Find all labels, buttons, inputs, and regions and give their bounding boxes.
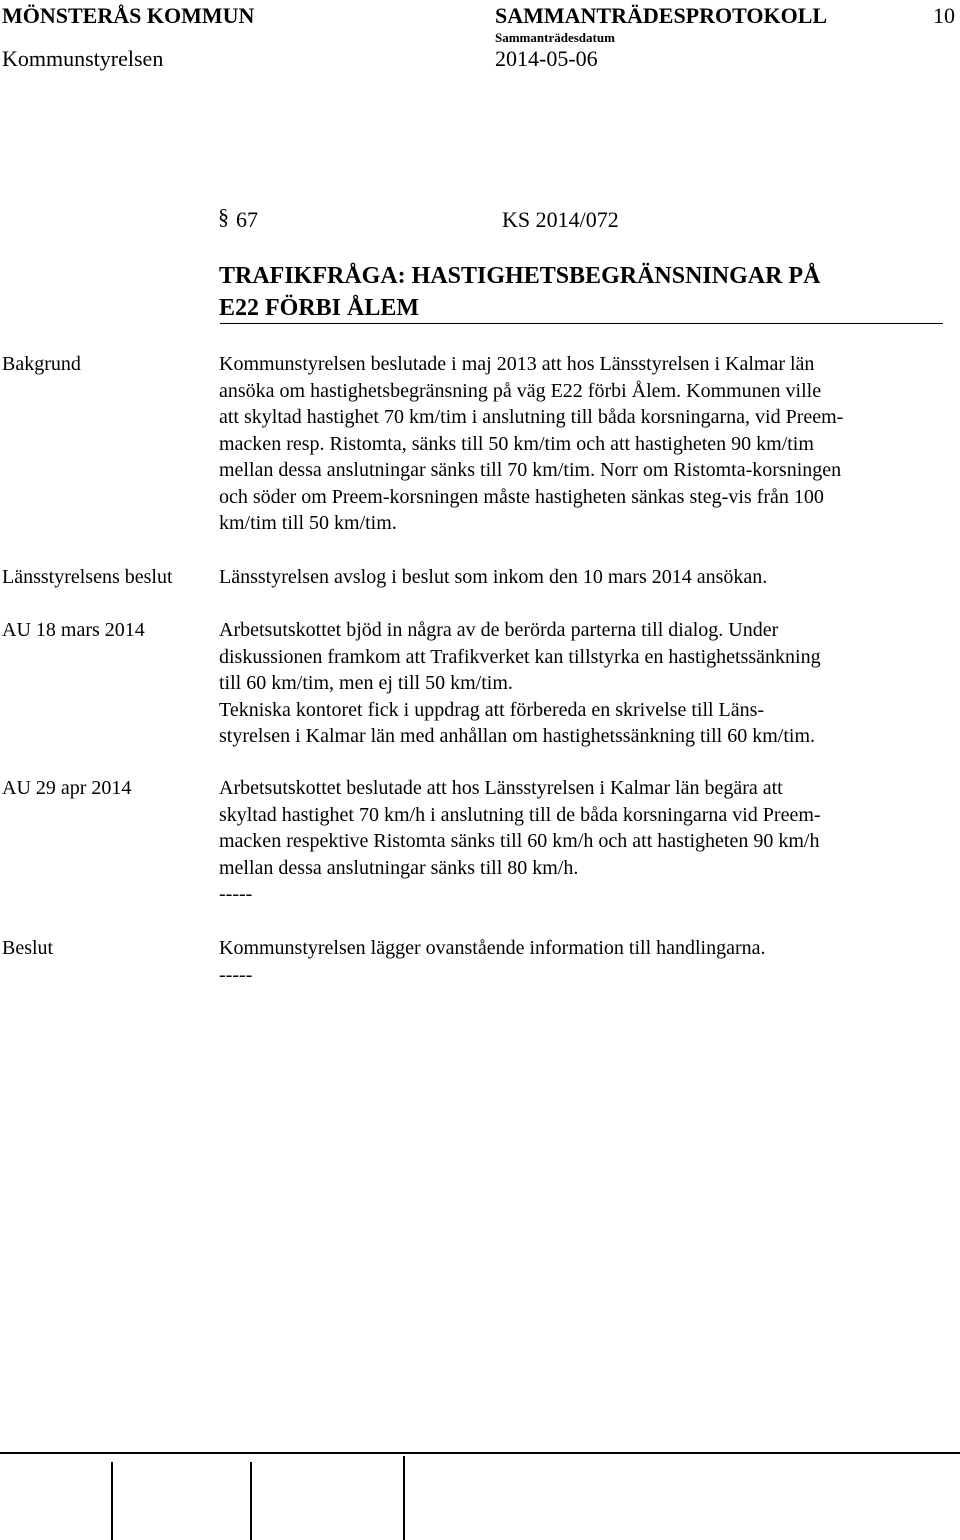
org-name: MÖNSTERÅS KOMMUN bbox=[2, 3, 255, 28]
section-title-line-2: E22 FÖRBI ÅLEM bbox=[219, 295, 420, 321]
text-line: macken respektive Ristomta sänks till 60 km/h och att hastigheten 90 km/h bbox=[219, 830, 820, 852]
text-line: ----- bbox=[219, 963, 253, 986]
signature-divider bbox=[250, 1462, 252, 1540]
page-number: 10 bbox=[933, 3, 955, 28]
text-line: mellan dessa anslutningar sänks till 70 km/tim. Norr om Ristomta-korsningen bbox=[219, 459, 842, 481]
row-label-bakgrund: Bakgrund bbox=[2, 353, 81, 375]
signature-divider bbox=[111, 1462, 113, 1540]
text-line: ----- bbox=[219, 883, 253, 905]
text-line: och söder om Preem-korsningen måste hastigheten sänkas steg-vis från 100 bbox=[219, 485, 824, 508]
row-label-au-29-apr: AU 29 apr 2014 bbox=[2, 777, 132, 799]
row-text-beslut bbox=[219, 935, 766, 988]
row-text-bakgrund bbox=[219, 351, 843, 537]
row-label-lansstyrelsens-beslut: Länsstyrelsens beslut bbox=[2, 566, 173, 588]
text-line: ansöka om hastighetsbegränsning på väg E22 förbi Ålem. Kommunen ville bbox=[219, 379, 822, 402]
text-line: Länsstyrelsen avslog i beslut som inkom den 10 mars 2014 ansökan. bbox=[219, 566, 768, 588]
section-number: 67 bbox=[236, 207, 258, 232]
row-label-beslut: Beslut bbox=[2, 937, 54, 959]
text-line: Kommunstyrelsen beslutade i maj 2013 att hos Länsstyrelsen i Kalmar län bbox=[219, 353, 815, 375]
meeting-date: 2014-05-06 bbox=[495, 46, 598, 71]
row-text-lansstyrelsens-beslut bbox=[219, 564, 767, 591]
text-line: skyltad hastighet 70 km/h i anslutning till de båda korsningarna vid Preem- bbox=[219, 803, 821, 826]
text-line: macken resp. Ristomta, sänks till 50 km/tim och att hastigheten 90 km/tim bbox=[219, 432, 814, 455]
text-line: till 60 km/tim, men ej till 50 km/tim. bbox=[219, 672, 513, 694]
signature-divider bbox=[403, 1456, 405, 1540]
text-line: att skyltad hastighet 70 km/tim i anslutning till båda korsningarna, vid Preem- bbox=[219, 406, 844, 428]
title-underline bbox=[220, 323, 943, 324]
text-line: km/tim till 50 km/tim. bbox=[219, 512, 397, 534]
date-label: Sammanträdesdatum bbox=[495, 30, 615, 45]
row-text-au-18-mars bbox=[219, 617, 821, 750]
row-label-au-18-mars: AU 18 mars 2014 bbox=[2, 619, 145, 641]
signature-box-top-border bbox=[0, 1452, 960, 1454]
paragraph-symbol: § bbox=[218, 204, 229, 229]
text-line: Kommunstyrelsen lägger ovanstående information till handlingarna. bbox=[219, 937, 766, 959]
text-line: diskussionen framkom att Trafikverket kan tillstyrka en hastighetssänkning bbox=[219, 645, 821, 668]
document-type: SAMMANTRÄDESPROTOKOLL bbox=[495, 3, 828, 28]
text-line: Arbetsutskottet bjöd in några av de berörda parterna till dialog. Under bbox=[219, 619, 779, 641]
committee-name: Kommunstyrelsen bbox=[2, 46, 164, 71]
text-line: styrelsen i Kalmar län med anhållan om hastighetssänkning till 60 km/tim. bbox=[219, 725, 816, 747]
row-text-au-29-apr bbox=[219, 775, 821, 908]
case-number: KS 2014/072 bbox=[502, 207, 619, 232]
text-line: Tekniska kontoret fick i uppdrag att förbereda en skrivelse till Läns- bbox=[219, 698, 765, 721]
text-line: Arbetsutskottet beslutade att hos Länsstyrelsen i Kalmar län begära att bbox=[219, 777, 783, 799]
section-title bbox=[219, 260, 820, 324]
text-line: mellan dessa anslutningar sänks till 80 km/h. bbox=[219, 856, 579, 879]
section-title-line-1: TRAFIKFRÅGA: HASTIGHETSBEGRÄNSNINGAR PÅ bbox=[219, 263, 821, 289]
